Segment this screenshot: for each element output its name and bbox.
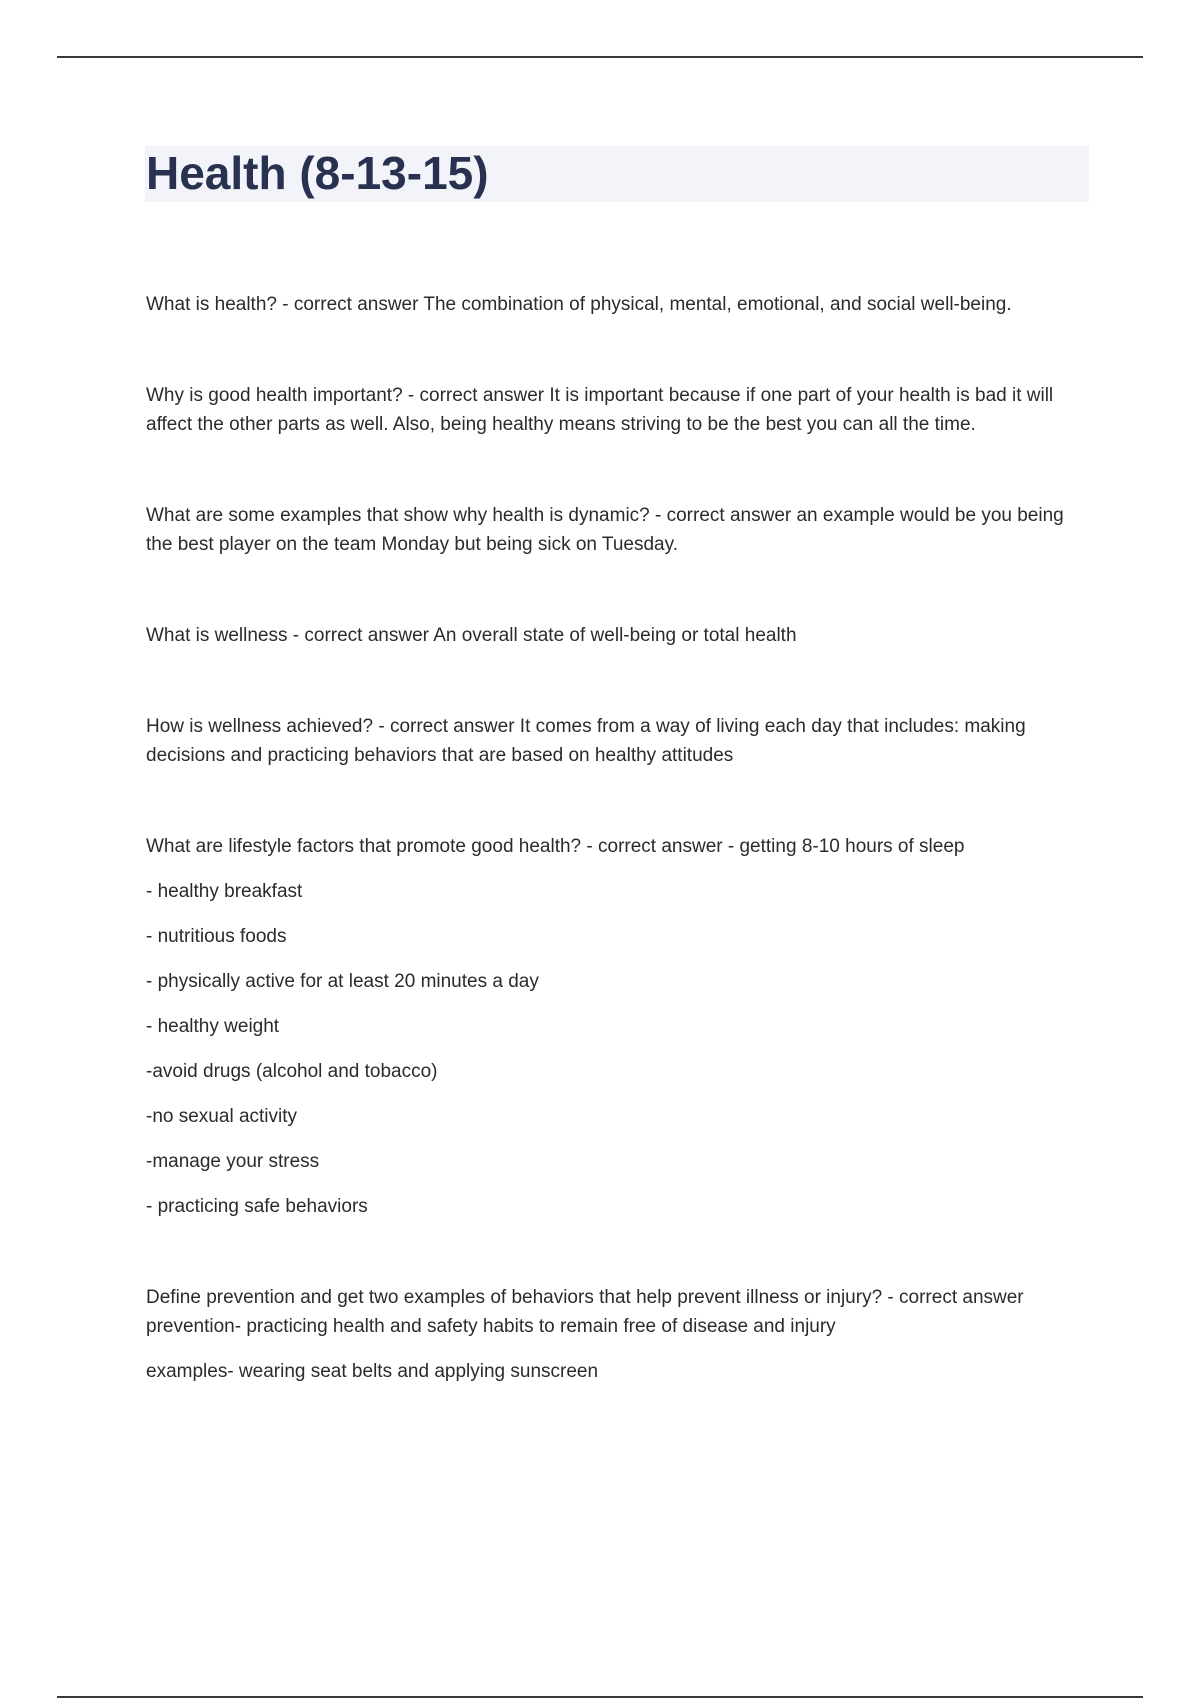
document-body [146,290,1086,1448]
qa-item [146,290,1086,319]
qa-item [146,501,1086,559]
list-line: -no sexual activity [146,1106,298,1127]
list-line: -manage your stress [146,1151,320,1172]
qa-text: Define prevention and get two examples of behaviors that help prevent illness or injury? - correct answer prevention- practicing health and safety habits to remain free of disease and injury [146,1287,1024,1337]
qa-text: What is health? - correct answer The combination of physical, mental, emotional, and social well-being. [146,294,1012,315]
qa-text: What is wellness - correct answer An overall state of well-being or total health [146,625,797,646]
qa-item [146,1283,1086,1386]
qa-text: What are some examples that show why health is dynamic? - correct answer an example would be you being the best player on the team Monday but being sick on Tuesday. [146,505,1064,555]
list-line: - healthy weight [146,1016,280,1037]
qa-text: How is wellness achieved? - correct answer It comes from a way of living each day that includes: making decisions and practicing behaviors that are based on healthy attitudes [146,716,1026,766]
document-title: Health (8-13-15) [146,147,489,199]
list-line: -avoid drugs (alcohol and tobacco) [146,1061,438,1082]
top-rule [57,56,1143,58]
list-line: - healthy breakfast [146,881,303,902]
qa-item [146,381,1086,439]
qa-text: What are lifestyle factors that promote good health? - correct answer - getting 8-10 hours of sleep [146,836,965,857]
list-line: - practicing safe behaviors [146,1196,368,1217]
list-line: examples- wearing seat belts and applying sunscreen [146,1361,599,1382]
bottom-rule [57,1696,1143,1698]
list-line: - nutritious foods [146,926,287,947]
qa-item [146,621,1086,650]
qa-item [146,712,1086,770]
qa-item [146,832,1086,1221]
list-line: - physically active for at least 20 minutes a day [146,971,539,992]
qa-text: Why is good health important? - correct answer It is important because if one part of your health is bad it will affect the other parts as well. Also, being healthy means striving to be the best you can all the time. [146,385,1054,435]
